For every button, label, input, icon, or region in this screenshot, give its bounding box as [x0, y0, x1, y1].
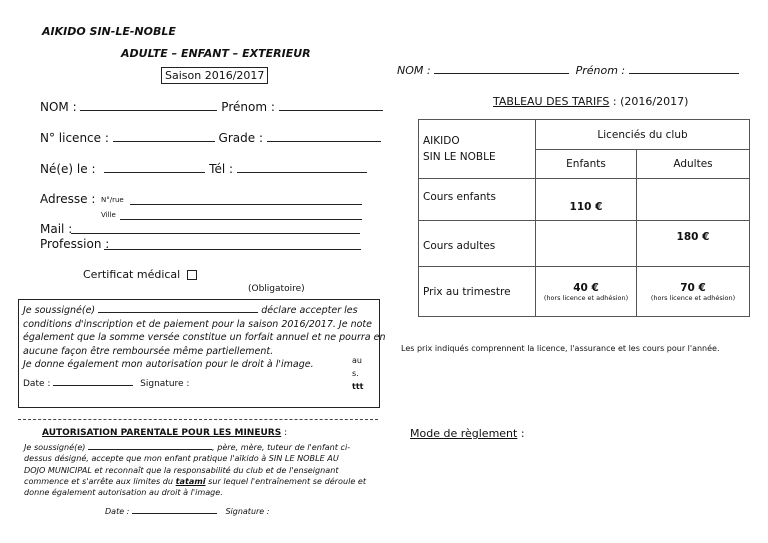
tarifs-adultes-header: Adultes	[637, 150, 750, 179]
club-title: AIKIDO SIN-LE-NOBLE	[42, 25, 176, 38]
parental-l4c: sur lequel l'entraînement se déroule et	[208, 475, 367, 486]
parental-title-row	[42, 428, 287, 438]
right-prenom-line[interactable]	[629, 63, 739, 74]
parental-tatami: tatami	[175, 475, 206, 486]
price-enfants: 110 €	[536, 179, 637, 221]
reglement-label: Mode de règlement	[410, 427, 518, 440]
declaration-l3: également que la somme versée constitue un forfait annuel et ne pourra en	[23, 332, 386, 343]
declaration-side-1: au	[352, 356, 362, 365]
empty-cell-2	[536, 221, 637, 267]
parental-date-label: Date :	[105, 507, 130, 516]
tarifs-heading	[493, 95, 688, 108]
parental-l5: donne également autorisation au droit à l'image.	[24, 487, 223, 498]
birth-input-line[interactable]	[104, 162, 205, 173]
trim-adultes-cell	[637, 267, 750, 317]
parental-colon: :	[284, 428, 288, 438]
declaration-side-3: ttt	[352, 382, 364, 391]
parental-l1b: , père, mère, tuteur de l'enfant ci-	[212, 442, 351, 452]
declaration-signature-label: Signature :	[140, 379, 190, 389]
tarifs-table	[418, 119, 750, 317]
declaration-l1a: Je soussigné(e)	[23, 305, 96, 316]
birth-field[interactable]	[40, 162, 367, 176]
mail-input-line[interactable]	[71, 224, 360, 234]
rue-input-line[interactable]	[130, 195, 362, 205]
parental-date-sign[interactable]	[105, 505, 269, 516]
adresse-label: Adresse :	[40, 192, 96, 206]
declaration-l2: conditions d'inscription et de paiement pour la saison 2016/2017. Je note	[23, 318, 372, 330]
grade-label: Grade :	[218, 131, 263, 145]
tarifs-club-cell	[419, 120, 536, 179]
prenom-label: Prénom :	[221, 100, 275, 114]
certificat-note: (Obligatoire)	[248, 284, 305, 294]
right-nom-line[interactable]	[434, 63, 569, 74]
grade-input-line[interactable]	[267, 131, 381, 142]
declaration-date-line[interactable]	[53, 375, 133, 386]
parental-date-line[interactable]	[132, 505, 217, 514]
nom-input-line[interactable]	[80, 100, 217, 111]
declaration-l4: aucune façon être remboursée même partiellement.	[23, 345, 274, 357]
tarifs-licencies-header: Licenciés du club	[536, 120, 750, 150]
mail-label: Mail :	[40, 222, 73, 236]
tarifs-row-enfants: Cours enfants	[419, 179, 536, 221]
declaration-side-2: s.	[352, 369, 359, 378]
nom-label: NOM :	[40, 100, 77, 114]
right-nom-label: NOM :	[397, 64, 431, 77]
parental-title: AUTORISATION PARENTALE POUR LES MINEURS	[42, 428, 282, 438]
parental-text	[24, 441, 366, 498]
tarifs-row-adultes: Cours adultes	[419, 221, 536, 267]
reglement-colon: :	[520, 427, 525, 440]
price-adultes: 180 €	[637, 221, 750, 267]
form-subtitle: ADULTE – ENFANT – EXTERIEUR	[121, 47, 311, 60]
declaration-text	[23, 302, 386, 372]
declaration-l5: Je donne également mon autorisation pour le droit à l'image.	[23, 359, 314, 370]
parental-l4a: commence et s'arrête aux limites du	[24, 475, 174, 486]
rue-label: N°/rue	[101, 196, 124, 204]
hors-licence-adultes: (hors licence et adhésion)	[650, 293, 736, 302]
profession-input-line[interactable]	[104, 240, 361, 250]
reglement-row	[410, 427, 525, 440]
prenom-input-line[interactable]	[279, 100, 383, 111]
tel-input-line[interactable]	[237, 162, 367, 173]
season-box: Saison 2016/2017	[161, 67, 268, 84]
hors-licence-enfants: (hors licence et adhésion)	[543, 293, 629, 302]
tarifs-club-line1: AIKIDO	[423, 135, 460, 147]
licence-field[interactable]	[40, 131, 381, 145]
licence-label: N° licence :	[40, 131, 109, 145]
trim-enfants: 40 €	[573, 281, 599, 294]
cut-line-divider	[18, 419, 378, 420]
birth-label: Né(e) le :	[40, 162, 96, 176]
tarifs-enfants-header: Enfants	[536, 150, 637, 179]
parental-name-line[interactable]	[88, 441, 212, 450]
nom-field[interactable]	[40, 100, 383, 114]
profession-label: Profession :	[40, 237, 110, 251]
tarifs-title: TABLEAU DES TARIFS	[493, 95, 610, 108]
parental-signature-label: Signature :	[225, 507, 270, 516]
right-name-field[interactable]	[397, 63, 739, 77]
trim-enfants-cell	[536, 267, 637, 317]
parental-l1a: Je soussigné(e)	[24, 442, 86, 452]
empty-cell-1	[637, 179, 750, 221]
tarifs-row-trimestre: Prix au trimestre	[419, 267, 536, 317]
tel-label: Tél :	[209, 162, 234, 176]
tarifs-note: Les prix indiqués comprennent la licence, l'assurance et les cours pour l'année.	[401, 344, 720, 353]
certificat-label: Certificat médical	[83, 268, 181, 281]
tarifs-year: : (2016/2017)	[612, 95, 689, 108]
parental-l3: DOJO MUNICIPAL et reconnaît que la responsabilité du club et de l'enseignant	[24, 464, 339, 475]
certificat-checkbox[interactable]	[187, 270, 197, 280]
declaration-date-sign[interactable]	[23, 375, 189, 389]
declaration-l1b: déclare accepter les	[261, 305, 358, 316]
ville-label: Ville	[101, 211, 116, 219]
right-prenom-label: Prénom :	[575, 64, 626, 77]
tarifs-club-line2: SIN LE NOBLE	[423, 151, 496, 163]
ville-input-line[interactable]	[120, 210, 362, 220]
declaration-name-line[interactable]	[98, 302, 258, 313]
parental-l2: dessus désigné, accepte que mon enfant pratique l'aïkido à SIN LE NOBLE AU	[24, 453, 339, 464]
trim-adultes: 70 €	[680, 281, 706, 294]
licence-input-line[interactable]	[113, 131, 215, 142]
declaration-date-label: Date :	[23, 379, 51, 389]
